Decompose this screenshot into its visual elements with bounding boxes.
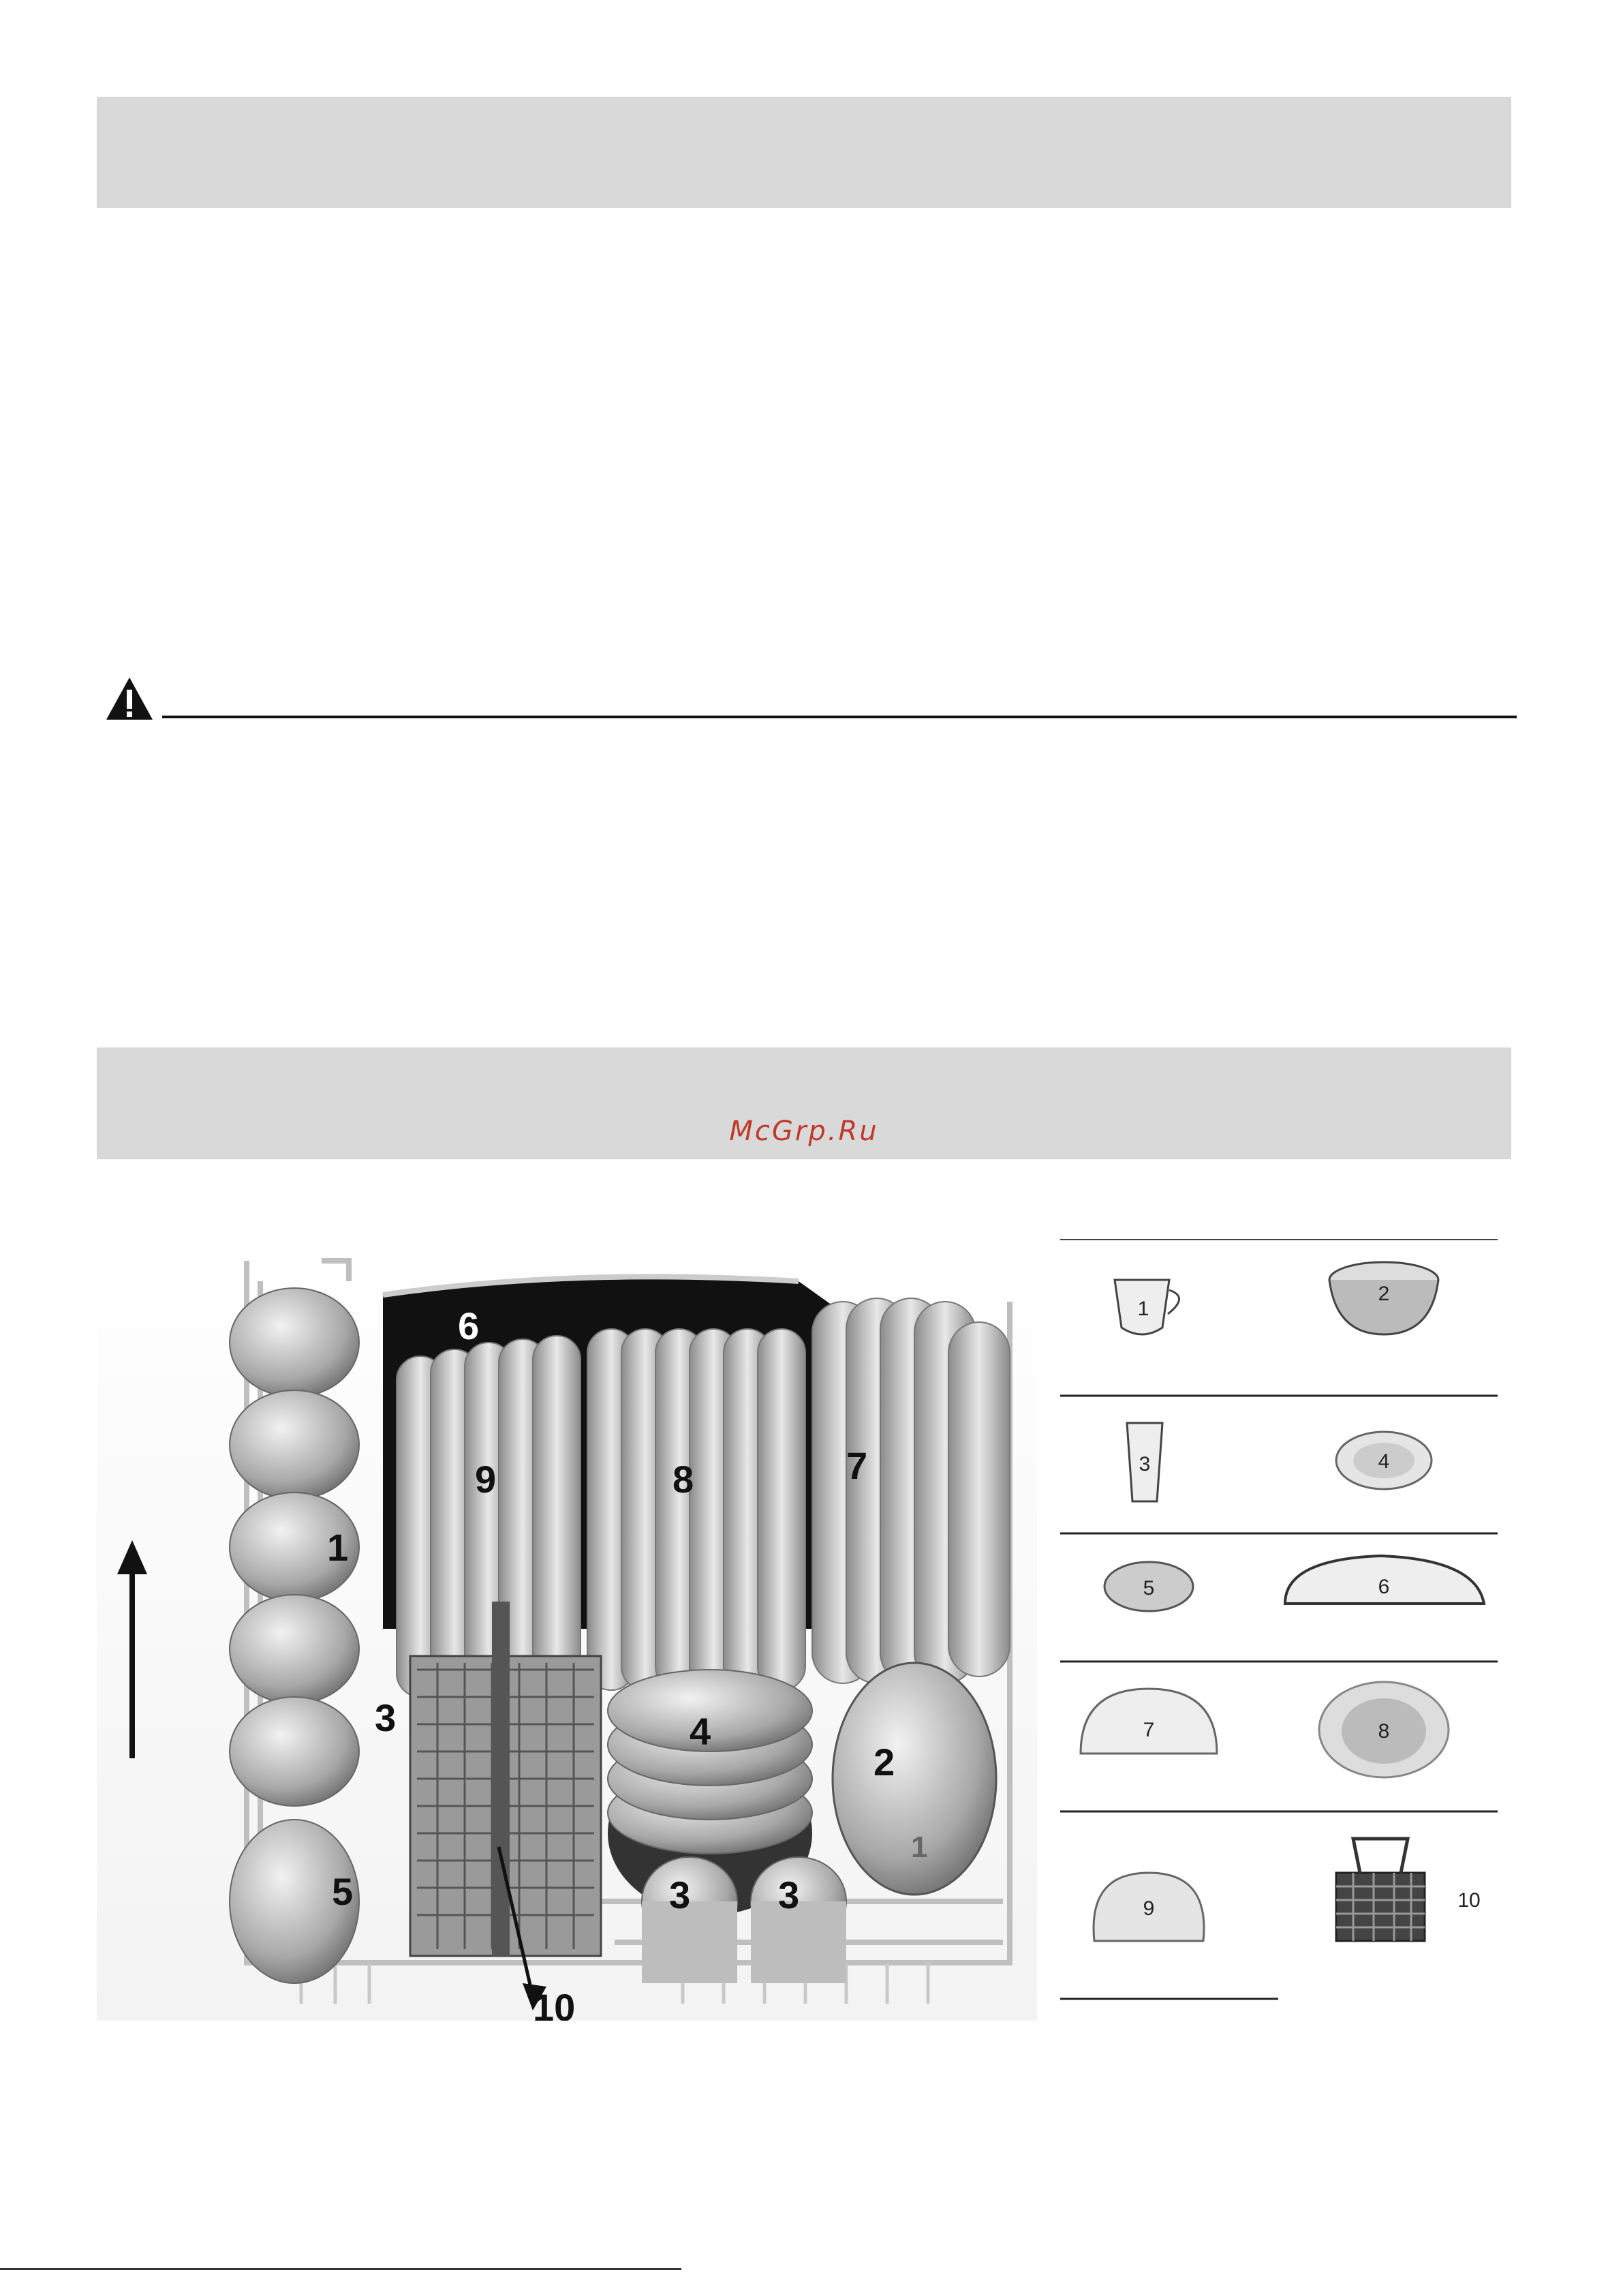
legend-num-9: 9 [1143,1897,1155,1920]
label-8: 8 [673,1458,694,1501]
plates-8 [587,1329,805,1690]
header-band-bottom [97,1047,1511,1159]
label-7: 7 [846,1444,868,1487]
plates-9 [397,1336,581,1697]
label-1-small: 1 [911,1831,928,1864]
label-3-right: 3 [778,1873,800,1916]
label-2: 2 [874,1741,895,1784]
legend-num-6: 6 [1378,1576,1390,1598]
warning-divider [162,716,1517,718]
legend-num-4: 4 [1378,1450,1390,1473]
legend-num-10: 10 [1457,1889,1481,1912]
watermark-text: McGrp.Ru [729,1116,879,1147]
legend-num-3: 3 [1139,1453,1151,1475]
legend-basket-10 [1336,1839,1425,1941]
upper-rack-illustration [97,1220,1037,2021]
label-6: 6 [458,1304,480,1347]
label-3-left: 3 [375,1696,397,1739]
label-1: 1 [327,1526,349,1569]
plates-7 [812,1298,1010,1683]
label-5: 5 [332,1870,354,1913]
label-10: 10 [533,1986,576,2021]
legend-num-7: 7 [1143,1719,1155,1741]
label-3-center: 3 [669,1873,691,1916]
legend-num-8: 8 [1378,1720,1390,1743]
cutlery-basket-10 [410,1602,601,2010]
label-4: 4 [690,1710,711,1753]
legend-num-5: 5 [1143,1577,1155,1599]
legend-num-2: 2 [1378,1283,1390,1305]
footer-divider [0,2268,681,2270]
legend-num-1: 1 [1137,1298,1149,1320]
label-9: 9 [475,1458,497,1501]
item-legend [1060,1239,1498,2002]
header-band-top [97,97,1511,208]
warning-icon [104,675,155,722]
